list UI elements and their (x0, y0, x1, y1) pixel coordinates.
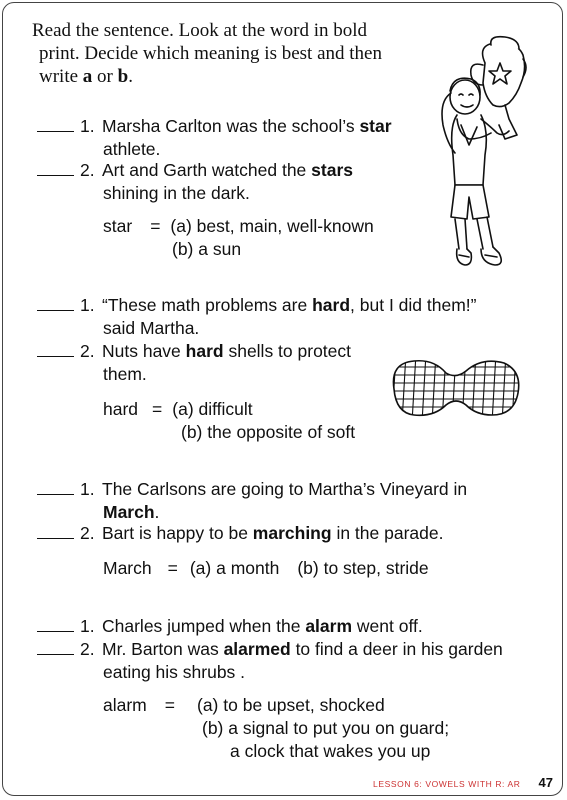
sentence-text-after: to find a deer in his garden (290, 639, 503, 659)
answer-blank[interactable] (37, 159, 74, 176)
section-4-item-2 (37, 638, 503, 684)
answer-blank[interactable] (37, 478, 74, 495)
choice-a: a (82, 66, 93, 87)
page-footer (373, 775, 553, 790)
item-number: 2. (80, 523, 95, 543)
page-number: 47 (538, 775, 553, 790)
sentence-text-after: in the parade. (331, 523, 444, 543)
definition-a: (a) best, main, well-known (170, 216, 374, 236)
sentence-continuation: them. (103, 364, 147, 384)
sentence-continuation: said Martha. (103, 318, 200, 338)
choice-b: b (117, 66, 129, 87)
section-1-definition (103, 215, 374, 238)
sentence-text-after: went off. (352, 616, 423, 636)
answer-blank[interactable] (37, 615, 74, 632)
item-number: 1. (80, 479, 95, 499)
sentence-text-after: , but I did them!” (350, 295, 477, 315)
instructions (10, 19, 430, 88)
section-1-definition-b: (b) a sun (172, 239, 242, 259)
sentence-text: Bart is happy to be (102, 523, 253, 543)
answer-blank[interactable] (37, 294, 74, 311)
sentence-text: Marsha Carlton was the school’s (102, 116, 360, 136)
peanut-illustration (386, 353, 524, 423)
section-1-item-2 (37, 159, 353, 205)
definition-a: (a) to be upset, shocked (197, 695, 385, 715)
answer-blank[interactable] (37, 638, 74, 655)
item-number: 2. (80, 639, 95, 659)
section-3-item-2 (37, 522, 443, 545)
instructions-line-1: Read the sentence. Look at the word in bold (32, 20, 368, 41)
answer-blank[interactable] (37, 340, 74, 357)
definition-word: star (103, 216, 133, 236)
sentence-text: Nuts have (102, 341, 186, 361)
item-number: 2. (80, 160, 95, 180)
sentence-continuation: eating his shrubs . (103, 662, 246, 682)
bold-word: stars (311, 160, 353, 180)
definition-word: alarm (103, 695, 147, 715)
bold-word: alarmed (223, 639, 291, 659)
item-number: 1. (80, 616, 95, 636)
definition-a: (a) a month (189, 558, 280, 578)
answer-blank[interactable] (37, 115, 74, 132)
sentence-text: Mr. Barton was (102, 639, 224, 659)
lesson-label: LESSON 6: VOWELS WITH R: AR (373, 779, 521, 789)
sentence-text: “These math problems are (102, 295, 313, 315)
period: . (128, 66, 133, 87)
definition-word: hard (103, 399, 139, 419)
definition-word: March (103, 558, 152, 578)
sentence-continuation: shining in the dark. (103, 183, 250, 203)
sentence-text-after: shells to protect (223, 341, 352, 361)
bold-word: star (359, 116, 392, 136)
sentence-text: Art and Garth watched the (102, 160, 312, 180)
girl-with-trophy-illustration (425, 35, 530, 275)
section-2-item-2 (37, 340, 351, 386)
equals-sign: = (167, 558, 178, 578)
sentence-text: The Carlsons are going to Martha’s Vineyard in (102, 479, 468, 499)
right-arrow-icon (10, 19, 32, 42)
answer-blank[interactable] (37, 522, 74, 539)
instructions-line-3: write (39, 66, 83, 87)
definition-b: (b) to step, stride (297, 558, 429, 578)
section-2-definition-b: (b) the opposite of soft (181, 422, 356, 442)
section-4-definition (103, 694, 385, 717)
equals-sign: = (150, 216, 161, 236)
equals-sign: = (164, 695, 175, 715)
section-4-definition-c: a clock that wakes you up (230, 741, 431, 761)
bold-word: hard (312, 295, 351, 315)
section-4-definition-b: (b) a signal to put you on guard; (202, 718, 450, 738)
sentence-continuation: . (154, 502, 160, 522)
equals-sign: = (152, 399, 163, 419)
section-1-item-1 (37, 115, 392, 161)
section-3-definition (103, 557, 429, 580)
item-number: 2. (80, 341, 95, 361)
bold-word: March (103, 502, 155, 522)
item-number: 1. (80, 116, 95, 136)
section-2-item-1 (37, 294, 476, 340)
instructions-line-2: print. Decide which meaning is best and then (39, 43, 382, 64)
section-3-item-1 (37, 478, 467, 524)
or-text: or (92, 66, 118, 87)
bold-word: alarm (305, 616, 353, 636)
bold-word: marching (252, 523, 332, 543)
sentence-continuation: athlete. (103, 139, 161, 159)
item-number: 1. (80, 295, 95, 315)
section-4-item-1 (37, 615, 423, 638)
bold-word: hard (185, 341, 224, 361)
sentence-text: Charles jumped when the (102, 616, 306, 636)
definition-a: (a) difficult (172, 399, 253, 419)
section-2-definition (103, 398, 253, 421)
